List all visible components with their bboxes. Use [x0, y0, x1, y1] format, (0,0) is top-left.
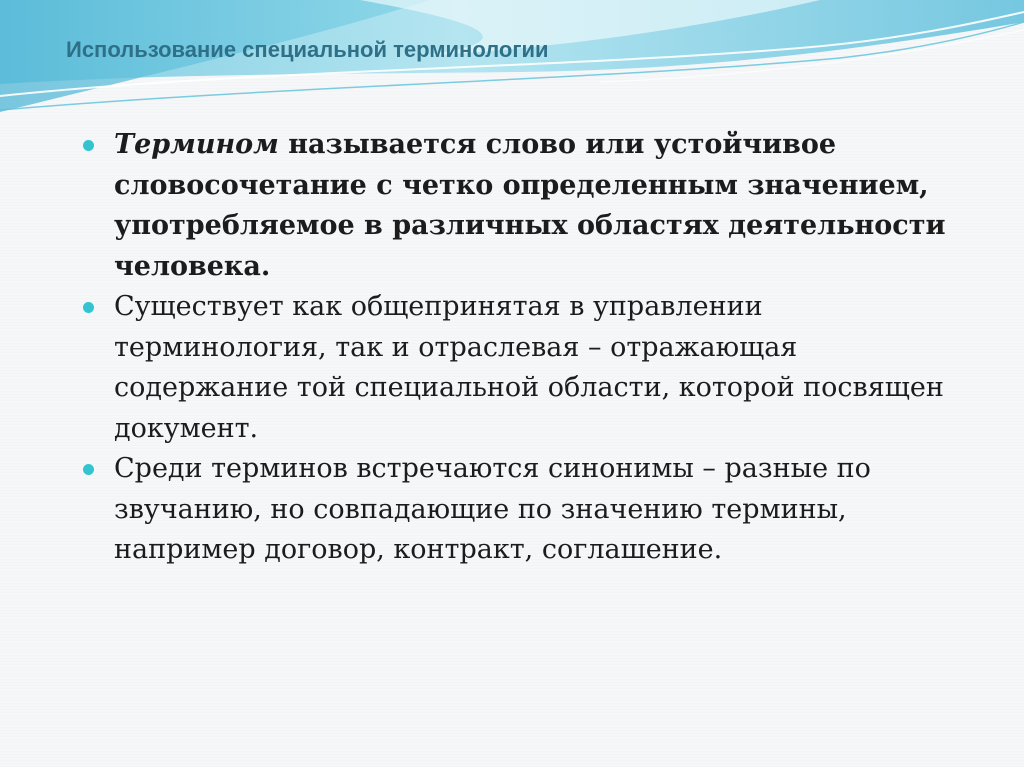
- bullet-item-terminology-types: [82, 287, 962, 449]
- bullet-item-synonyms: [82, 449, 962, 571]
- header-wave-decoration: [0, 0, 1024, 130]
- slide-content: [82, 125, 962, 571]
- bullet-dot-icon: [83, 302, 94, 313]
- slide-title: Использование специальной терминологии: [66, 37, 549, 62]
- bullet-text: [114, 129, 946, 282]
- bullet-term: Термином: [114, 129, 279, 160]
- bullet-dot-icon: [83, 464, 94, 475]
- bullet-list: [82, 125, 962, 571]
- bullet-term-definition: называется слово или устойчивое словосочетание с четко определенным значением, употребляемое в различных областях деятельности человека.: [114, 129, 946, 282]
- bullet-dot-icon: [83, 140, 94, 151]
- bullet-text: Среди терминов встречаются синонимы – разные по звучанию, но совпадающие по значению термины, например договор, контракт, соглашение.: [114, 453, 871, 565]
- bullet-text: Существует как общепринятая в управлении терминология, так и отраслевая – отражающая содержание той специальной области, которой посвящен документ.: [114, 291, 944, 444]
- bullet-item-term-definition: [82, 125, 962, 287]
